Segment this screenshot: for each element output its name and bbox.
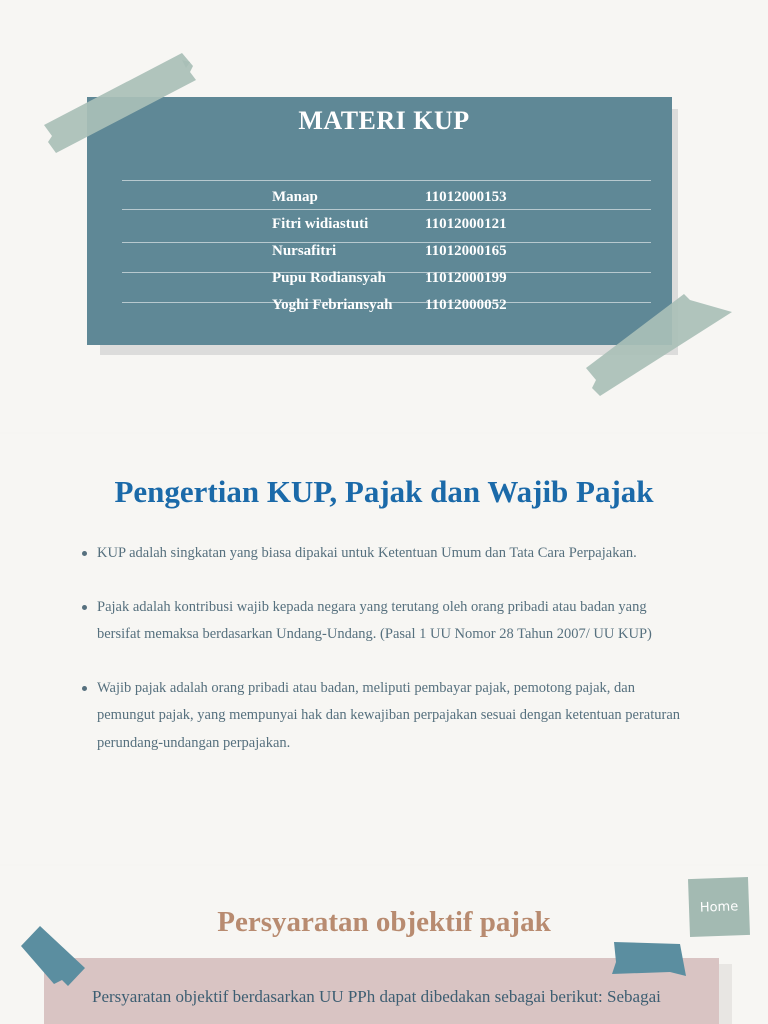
bullet-text: Pajak adalah kontribusi wajib kepada negara yang terutang oleh orang pribadi atau badan yang bersifat memaksa berdasarkan Undang-Undang. (Pasal 1 UU Nomor 28 Tahun 2007/ UU KUP) [97,598,652,642]
list-item [82,594,682,649]
member-name: Manap [272,189,318,205]
member-name: Pupu Rodiansyah [272,270,386,286]
page-title: MATERI KUP [298,106,470,135]
slide-title [0,0,768,432]
section-heading: Pengertian KUP, Pajak dan Wajib Pajak [114,474,654,509]
tape-top-left [40,50,200,155]
member-id: 11012000052 [425,297,507,313]
section-heading: Persyaratan objektif pajak [217,906,551,938]
member-id: 11012000153 [425,189,507,205]
tape-bottom-right [584,290,736,400]
table-rule [122,242,651,243]
bullet-icon [82,605,87,610]
slide-definitions [0,434,768,864]
slide-requirements [0,866,768,1024]
bullet-text: Wajib pajak adalah orang pribadi atau badan, meliputi pembayar pajak, pemotong pajak, dan pemungut pajak, yang mempunyai hak dan kewajiban perpajakan sesuai dengan ketentuan peraturan perundang-undangan perpajakan. [97,679,681,751]
member-name: Fitri widiastuti [272,216,369,232]
member-name: Nursafitri [272,243,337,259]
member-id: 11012000199 [425,270,507,286]
member-id: 11012000121 [425,216,507,232]
member-name: Yoghi Febriansyah [272,297,393,313]
table-rule [122,180,651,181]
content-text: Persyaratan objektif berdasarkan UU PPh dapat dibedakan sebagai berikut: Sebagai [92,987,661,1006]
bullet-text: KUP adalah singkatan yang biasa dipakai untuk Ketentuan Umum dan Tata Cara Perpajakan. [97,545,637,561]
tape-right [610,940,690,980]
bullet-icon [82,551,87,556]
member-id: 11012000165 [425,243,507,259]
bullet-list [82,540,682,783]
list-item [82,675,682,758]
table-rule [122,209,651,210]
home-button[interactable]: Home [688,877,750,937]
bullet-icon [82,686,87,691]
list-item [82,540,682,568]
table-rule [122,272,651,273]
tape-left [18,924,88,988]
